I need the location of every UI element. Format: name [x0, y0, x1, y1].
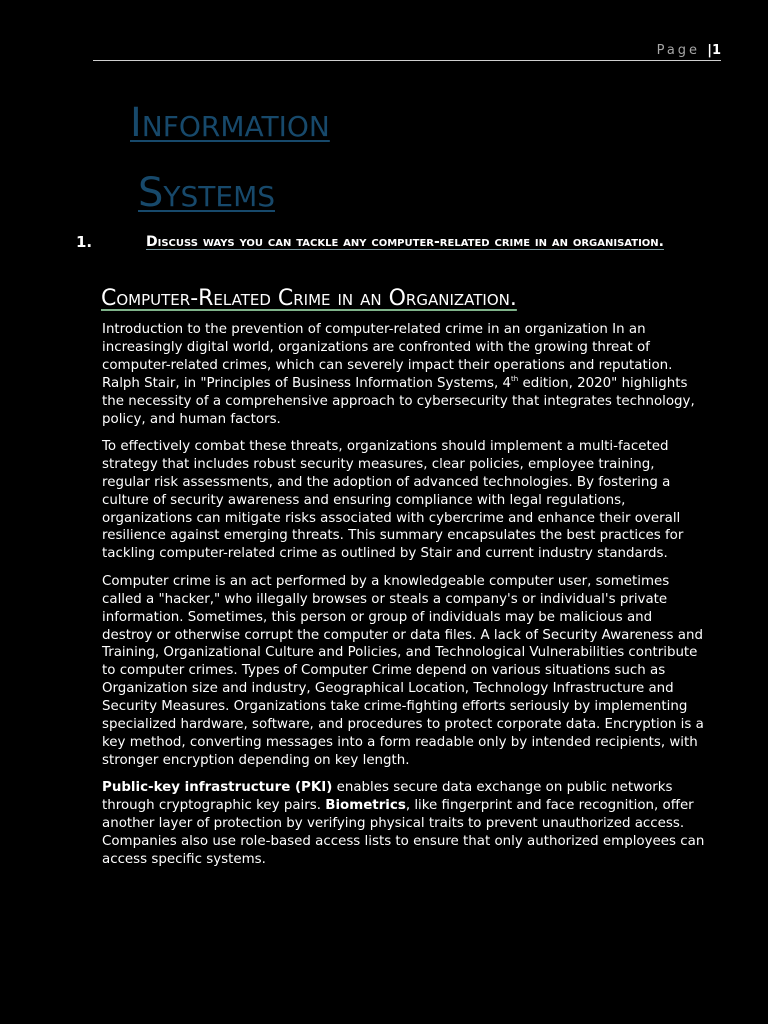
page-number: 1 [711, 43, 721, 58]
body-text [102, 321, 706, 878]
paragraph-2: To effectively combat these threats, organizations should implement a multi-faceted strategy that includes robust security measures, clear policies, employee training, regular risk assessments, and the adoption of advanced technologies. By fostering a culture of security awareness and ensuring compliance with legal regulations, organizations can mitigate risks associated with cybercrime and enhance their overall resilience against emerging threats. This summary encapsulates the best practices for tackling computer-related crime as outlined by Stair and current industry standards. [102, 438, 684, 562]
title-line-2: Systems [138, 170, 275, 216]
paragraph-3: Computer crime is an act performed by a knowledgeable computer user, sometimes called a "hacker," who illegally browses or steals a company's or individual's private information. Sometimes, this person or group of individuals may be malicious and destroy or otherwise corrupt the computer or data files. A lack of Security Awareness and Training, Organizational Culture and Policies, and Technological Vulnerabilities contribute to computer crimes. Types of Computer Crime depend on various situations such as Organization size and industry, Geographical Location, Technology Infrastructure and Security Measures. Organizations take crime-fighting efforts seriously by implementing specialized hardware, software, and procedures to protect corporate data. Encryption is a key method, converting messages into a form readable only by intended recipients, with stronger encryption depending on key length. [102, 573, 704, 768]
paragraph-4-part-a: enables secure data exchange on public networks through cryptographic key pairs. [102, 780, 673, 814]
question-text: Discuss ways you can tackle any computer-related crime in an organisation. [146, 234, 664, 250]
page-number-label [657, 43, 721, 58]
paragraph-4-part-b: , like fingerprint and face recognition, offer another layer of protection by verifying physical traits to prevent unauthorized access. Companies also use role-based access lists to ensure that only authorized employees can access specific systems. [102, 798, 705, 867]
paragraph-1-part-b: edition, 2020" highlights the necessity of a comprehensive approach to cybersecurity that integrates technology, policy, and human factors. [102, 375, 695, 427]
paragraph-4 [102, 779, 706, 869]
paragraph-1-part-a: Introduction to the prevention of computer-related crime in an organization In an increasingly digital world, organizations are confronted with the growing threat of computer-related crimes, which can severely impact their operations and reputation. Ralph Stair, in "Principles of Business Information Systems, 4 [102, 322, 673, 391]
page-word: Page [656, 43, 701, 58]
title-line-1: Information [130, 100, 330, 146]
page-header [93, 40, 721, 61]
question-number: 1. [76, 233, 93, 251]
question-item [76, 232, 706, 252]
paragraph-1 [102, 321, 706, 428]
biometrics-term: Biometrics [325, 798, 406, 814]
page-separator: | [707, 43, 712, 58]
document-title [130, 88, 650, 228]
section-heading: Computer-Related Crime in an Organization. [101, 286, 517, 311]
ordinal-superscript: th [511, 374, 519, 383]
pki-term: Public-key infrastructure (PKI) [102, 780, 333, 796]
